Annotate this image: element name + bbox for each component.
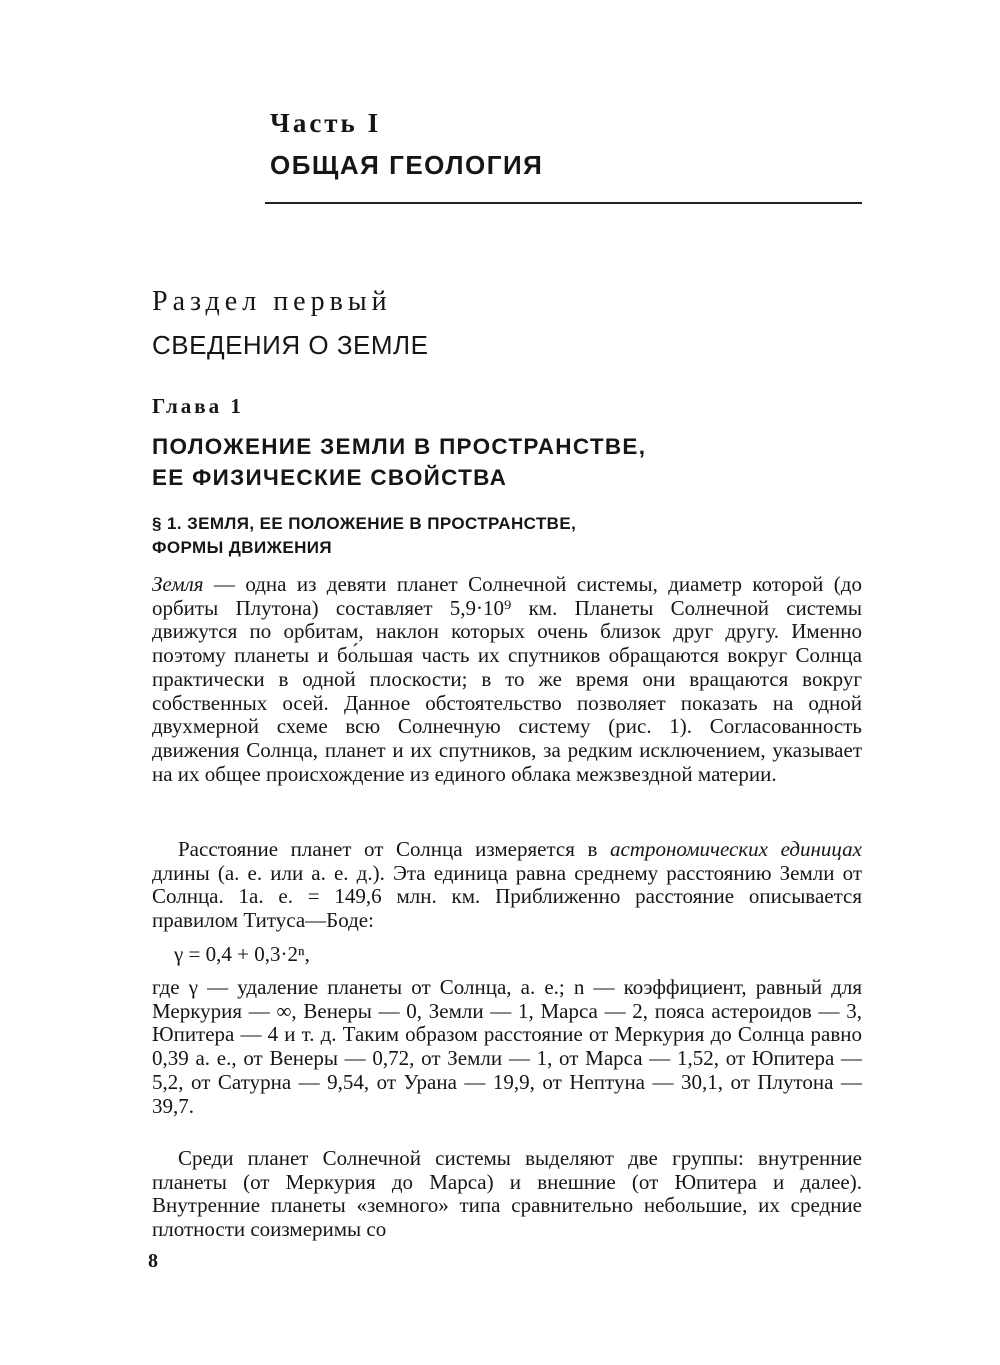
chapter-title-line-2: ЕЕ ФИЗИЧЕСКИЕ СВОЙСТВА	[152, 465, 508, 490]
page-number: 8	[148, 1250, 158, 1272]
section-label: Раздел первый	[152, 286, 392, 317]
body-paragraph-4: Среди планет Солнечной системы выделяют две группы: внутренние планеты (от Меркурия до Марса) и внешние (от Юпитера и далее). Внутренние планеты «земного» типа сравнительно небольшие, их средние плотности соизмеримы со	[152, 1146, 862, 1242]
paragraph-heading-line-1: § 1. ЗЕМЛЯ, ЕЕ ПОЛОЖЕНИЕ В ПРОСТРАНСТВЕ,	[152, 514, 577, 533]
chapter-label: Глава 1	[152, 394, 244, 418]
body-paragraph-3: где γ — удаление планеты от Солнца, а. е.; n — коэффициент, равный для Меркурия — ∞, Венеры — 0, Земли — 1, Марса — 2, пояса астероидов — 3, Юпитера — 4 и т. д. Таким образом расстояние от Меркурия до Солнца равно 0,39 а. е., от Венеры — 0,72, от Земли — 1, от Марса — 1,52, от Юпитера — 5,2, от Сатурна — 9,54, от Урана — 19,9, от Нептуна — 30,1, от Плутона — 39,7.	[152, 975, 862, 1118]
section-title: СВЕДЕНИЯ О ЗЕМЛЕ	[152, 330, 429, 360]
body-paragraph-2	[152, 838, 862, 933]
paragraph-heading	[152, 512, 576, 560]
titius-bode-formula: γ = 0,4 + 0,3·2ⁿ,	[174, 942, 310, 966]
chapter-title-line-1: ПОЛОЖЕНИЕ ЗЕМЛИ В ПРОСТРАНСТВЕ,	[152, 434, 647, 459]
part-label: Часть I	[270, 108, 382, 138]
paragraph-2-start: Расстояние планет от Солнца измеряется в	[178, 837, 610, 861]
paragraph-heading-line-2: ФОРМЫ ДВИЖЕНИЯ	[152, 538, 332, 557]
paragraph-1-text: — одна из девяти планет Солнечной системы, диаметр которой (до орбиты Плутона) составляет 5,9·10⁹ км. Планеты Солнечной системы движутся по орбитам, наклон которых очень близок друг другу. Именно поэтому планеты и бо́льшая часть их спутников обращаются вокруг Солнца практически в одной плоскости; в то же время они вращаются вокруг собственных осей. Данное обстоятельство позволяет показать на одной двухмерной схеме всю Солнечную систему (рис. 1). Согласованность движения Солнца, планет и их спутников, за редким исключением, указывает на их общее происхождение из единого облака межзвездной материи.	[152, 572, 862, 786]
chapter-title	[152, 431, 646, 493]
paragraph-2-text: длины (а. е. или а. е. д.). Эта единица равна среднему расстоянию Земли от Солнца. 1а. е. = 149,6 млн. км. Приближенно расстояние описывается правилом Титуса—Боде:	[152, 860, 862, 933]
term-astronomical-units: астрономических единицах	[609, 837, 863, 861]
part-title: ОБЩАЯ ГЕОЛОГИЯ	[270, 150, 544, 180]
part-divider	[265, 202, 862, 204]
term-earth: Земля	[152, 572, 204, 596]
body-paragraph-1	[152, 573, 862, 786]
